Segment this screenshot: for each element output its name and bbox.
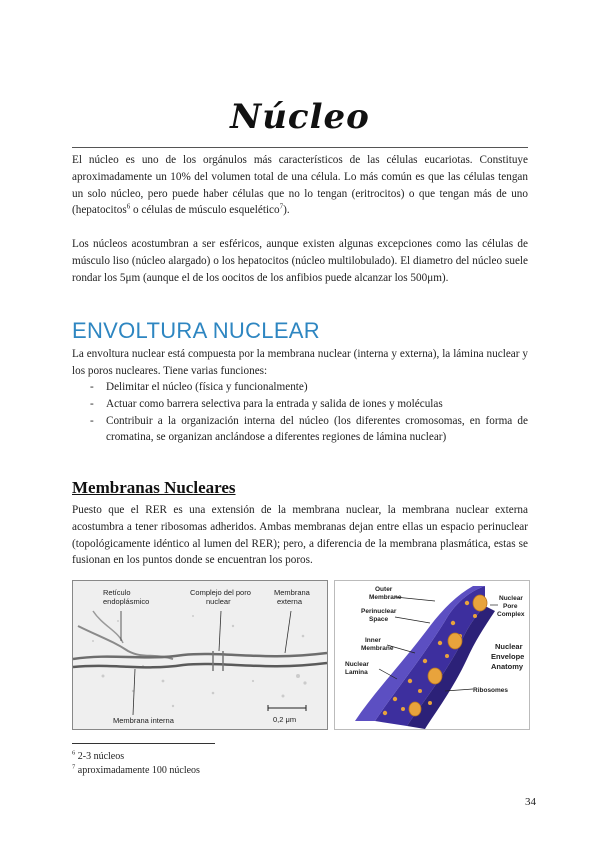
- intro-p1-mid: o células de músculo esquelético: [130, 204, 280, 217]
- footnote-6: [72, 750, 124, 763]
- scale-label: 0,2 μm: [273, 715, 297, 724]
- intro-paragraph-2: Los núcleos acostumbran a ser esféricos, aunque existen algunas excepciones como las células de músculo liso (núcleo alargado) o los hepatocitos (núcleo multilobulado). El diametro del núcleo suele rondar los 5μm (aunque el de los oocitos de los anfibios puede alcanzar los 500μm).: [72, 238, 528, 284]
- list-item: - Contribuir a la organización interna del núcleo (los diferentes cromosomas, en forma de cromatina, se organizan anclándose a diferentes regiones de lámina nuclear): [88, 413, 528, 447]
- label-poro-2: nuclear: [206, 597, 231, 606]
- footnote-marker: 6: [72, 749, 76, 757]
- label-ribosomes: Ribosomes: [473, 687, 509, 694]
- intro-p1-end: ).: [283, 204, 290, 217]
- label-membrana-interna: Membrana interna: [113, 716, 174, 725]
- footnote-ref-7[interactable]: 7: [279, 202, 284, 211]
- label-lamina-2: Lamina: [345, 669, 368, 676]
- diagram-image: [335, 581, 529, 729]
- label-outer-2: Membrane: [369, 594, 402, 601]
- label-lamina-1: Nuclear: [345, 661, 369, 668]
- label-anatomy-3: Anatomy: [491, 662, 524, 671]
- functions-list: [88, 379, 528, 446]
- label-pore-1: Nuclear: [499, 595, 523, 602]
- page-number: 34: [525, 796, 536, 808]
- intro-paragraph-1: [72, 152, 528, 219]
- label-inner-2: Membrane: [361, 645, 394, 652]
- footnote-marker: 7: [72, 763, 76, 771]
- footnote-7: [72, 764, 200, 777]
- label-poro-1: Complejo del poro: [190, 588, 251, 597]
- nuclear-envelope-diagram: [334, 580, 530, 730]
- label-inner-1: Inner: [365, 637, 381, 644]
- label-ext-1: Membrana: [274, 588, 310, 597]
- footnote-divider: [72, 743, 215, 744]
- subsection-heading-membranas: Membranas Nucleares: [72, 478, 236, 497]
- label-reticulo-2: endoplásmico: [103, 597, 150, 606]
- label-anatomy-2: Envelope: [491, 652, 525, 661]
- footnote-text: aproximadamente 100 núcleos: [75, 765, 200, 776]
- page-title: Núcleo: [230, 96, 370, 137]
- label-pore-2: Pore: [503, 603, 518, 610]
- intro-p1-text: El núcleo es uno de los orgánulos más característicos de las células eucariotas. Constituye aproximadamente un 10% del volumen total de una célula. Lo más común es que las células tengan un solo núcleo, pero puede haber células que no lo tengan (eritrocitos) o que tengan más de uno (hepatocitos: [72, 154, 528, 217]
- label-pore-3: Complex: [497, 611, 525, 618]
- footnote-ref-6[interactable]: 6: [126, 202, 131, 211]
- label-anatomy-1: Nuclear: [495, 642, 523, 651]
- label-peri-1: Perinuclear: [361, 608, 397, 615]
- membranas-paragraph: Puesto que el RER es una extensión de la membrana nuclear, la membrana nuclear externa acostumbra a tener ribosomas adheridos. Ambas membranas dejan entre ellas un espacio perinuclear (topológicamente idéntico al lumen del RER); pero, a diferencia de la membrana plasmática, estas se fusionan en los puntos donde se encuentran los poros.: [72, 504, 528, 567]
- micrograph-figure: [72, 580, 328, 730]
- label-peri-2: Space: [369, 616, 389, 623]
- section-heading-envoltura: ENVOLTURA NUCLEAR: [72, 318, 320, 343]
- micrograph-image: [73, 581, 327, 729]
- envoltura-paragraph: La envoltura nuclear está compuesta por la membrana nuclear (interna y externa), la lámina nuclear y los poros nucleares. Tiene varias funciones:: [72, 348, 528, 377]
- footnote-text: 2-3 núcleos: [75, 751, 125, 762]
- title-divider: [72, 147, 528, 148]
- list-item: - Delimitar el núcleo (física y funcionalmente): [88, 379, 528, 396]
- label-outer-1: Outer: [375, 586, 393, 593]
- label-ext-2: externa: [277, 597, 303, 606]
- list-item: - Actuar como barrera selectiva para la entrada y salida de iones y moléculas: [88, 396, 528, 413]
- label-reticulo-1: Retículo: [103, 588, 131, 597]
